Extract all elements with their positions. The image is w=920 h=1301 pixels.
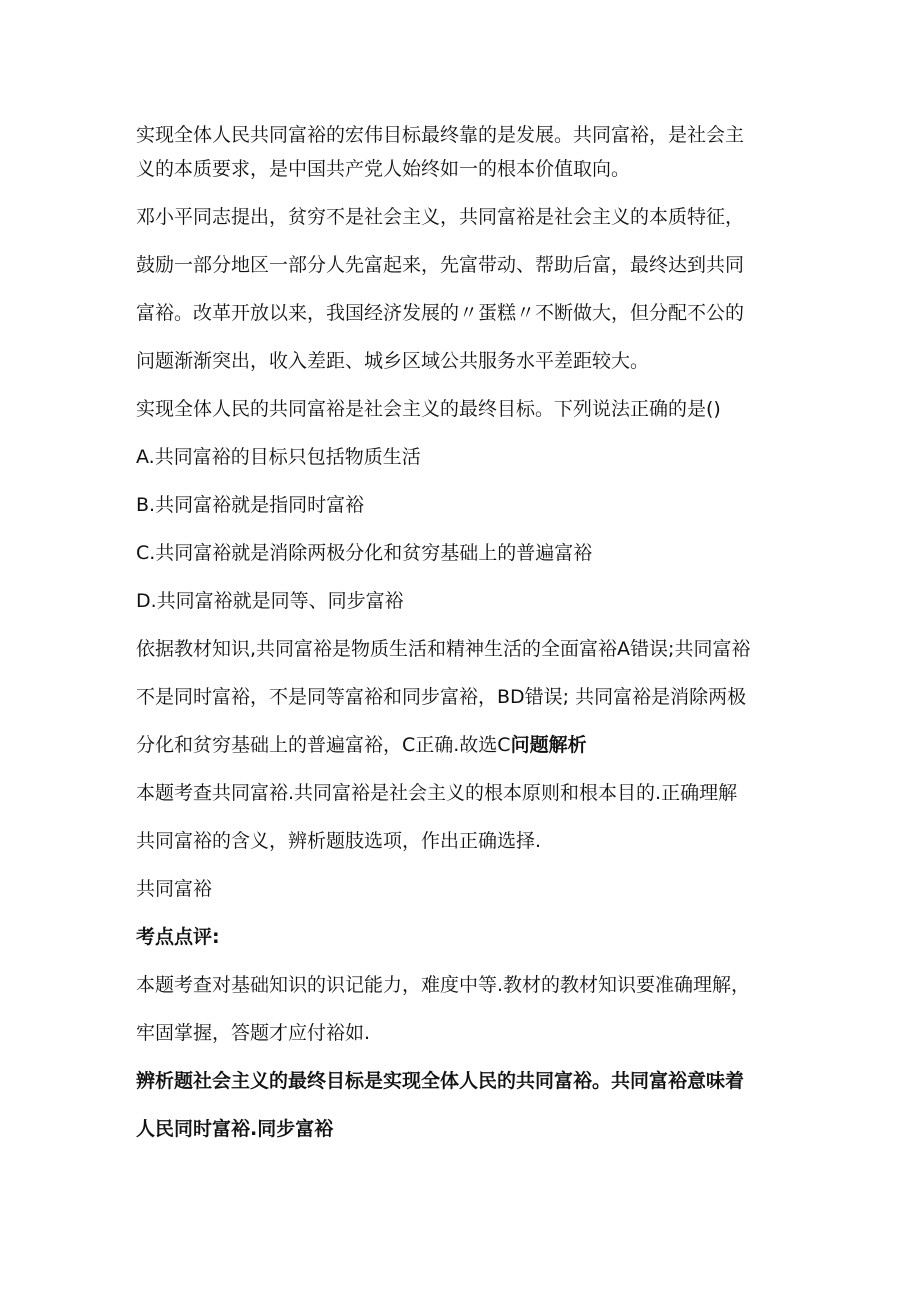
text-line: 共同富裕的含义，辨析题肢选项，作出正确选择. (136, 830, 542, 852)
text-line: 邓小平同志提出，贫穷不是社会主义，共同富裕是社会主义的本质特征， (136, 206, 745, 228)
section-heading-analysis: 问题解析 (510, 734, 587, 756)
text-line: 本题考查对基础知识的识记能力，难度中等.教材的教材知识要准确理解， (136, 974, 751, 996)
text-line: 牢固掌握，答题才应付裕如. (136, 1022, 371, 1044)
option-d: D.共同富裕就是同等、同步富裕 (136, 590, 404, 612)
text-line (136, 728, 796, 762)
paragraph-discussion-question (136, 1064, 796, 1146)
text-line: 问题渐渐突出，收入差距、城乡区域公共服务水平差距较大。 (136, 350, 650, 372)
option-a: A.共同富裕的目标只包括物质生活 (136, 446, 421, 468)
text-line: 实现全体人民共同富裕的宏伟目标最终靠的是发展。共同富裕，是社会主 (136, 124, 745, 146)
paragraph-answer-explanation (136, 632, 796, 762)
text-line: 人民同时富裕.同步富裕 (136, 1118, 334, 1140)
text-line: 辨析题社会主义的最终目标是实现全体人民的共同富裕。共同富裕意味着 (136, 1070, 745, 1092)
question-stem: 实现全体人民的共同富裕是社会主义的最终目标。下列说法正确的是() (136, 398, 721, 420)
text-line: 鼓励一部分地区一部分人先富起来，先富带动、帮助后富，最终达到共同 (136, 254, 745, 276)
paragraph-deng-xiaoping (136, 200, 796, 378)
text-line: 本题考查共同富裕.共同富裕是社会主义的根本原则和根本目的.正确理解 (136, 782, 738, 804)
text-line: 不是同时富裕，不是同等富裕和同步富裕，BD错误; 共同富裕是消除两极 (136, 686, 747, 708)
text-line: 富裕。改革开放以来，我国经济发展的〃蛋糕〃不断做大，但分配不公的 (136, 302, 745, 324)
paragraph-analysis (136, 776, 796, 858)
topic-label: 共同富裕 (136, 878, 213, 900)
section-heading-review: 考点点评: (136, 926, 220, 948)
text-line: 依据教材知识,共同富裕是物质生活和精神生活的全面富裕A错误;共同富裕 (136, 638, 751, 660)
option-b: B.共同富裕就是指同时富裕 (136, 494, 365, 516)
text-line: 义的本质要求，是中国共产党人始终如一的根本价值取向。 (136, 158, 631, 180)
answer-conclusion: 分化和贫穷基础上的普遍富裕，C正确.故选C (136, 734, 511, 756)
paragraph-review (136, 968, 796, 1050)
document-body (136, 118, 796, 1146)
option-c: C.共同富裕就是消除两极分化和贫穷基础上的普遍富裕 (136, 542, 593, 564)
paragraph-intro (136, 118, 796, 186)
